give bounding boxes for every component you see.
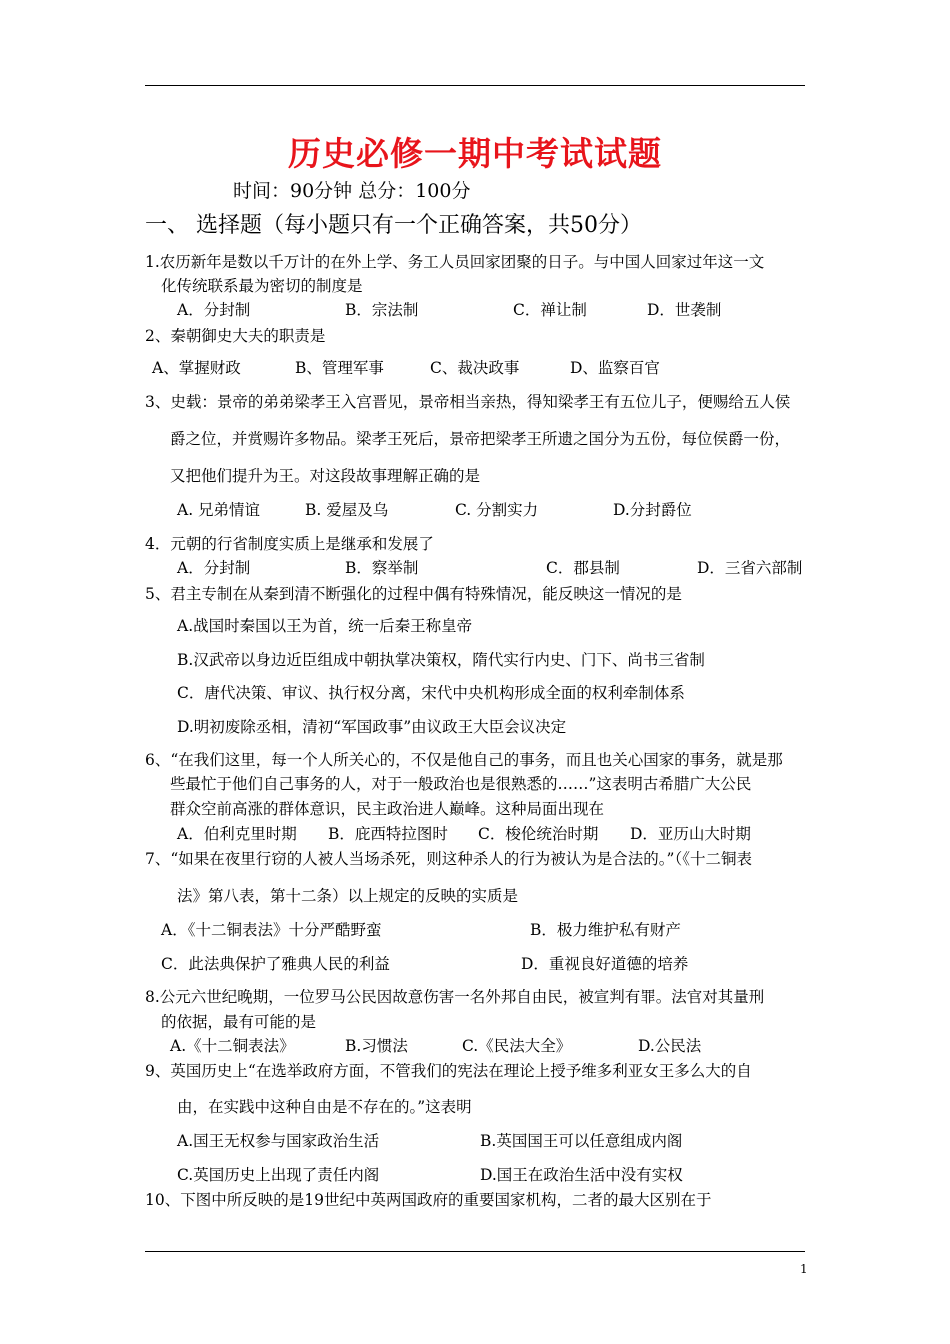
header-rule: [145, 85, 805, 86]
question-3-text: 3、史载：景帝的弟弟梁孝王入宫晋见，景帝相当亲热，得知梁孝王有五位儿子，便赐给五人侯: [145, 393, 791, 411]
question-2-text: 2、秦朝御史大夫的职责是: [145, 327, 326, 345]
question-3-option-d: D.分封爵位: [613, 501, 692, 519]
question-3-text-cont: 爵之位，并赏赐许多物品。梁孝王死后，景帝把梁孝王所遗之国分为五份，每位侯爵一份，: [170, 430, 791, 448]
question-6-text: 6、“在我们这里，每一个人所关心的，不仅是他自己的事务，而且也关心国家的事务，就是那: [145, 751, 783, 769]
question-6-option-b: B．庇西特拉图时: [328, 825, 448, 843]
question-7-option-a: A．《十二铜表法》十分严酷野蛮: [161, 921, 382, 939]
question-5-option-c: C．唐代决策、审议、执行权分离，宋代中央机构形成全面的权利牵制体系: [177, 684, 685, 702]
question-4-option-c: C．郡县制: [546, 559, 620, 577]
question-1-option-b: B．宗法制: [345, 301, 419, 319]
question-8-option-d: D.公民法: [638, 1037, 702, 1055]
question-7-option-b: B．极力维护私有财产: [530, 921, 681, 939]
question-1-text: 1.农历新年是数以千万计的在外上学、务工人员回家团聚的日子。与中国人回家过年这一文: [145, 253, 765, 271]
question-6-option-d: D．亚历山大时期: [630, 825, 751, 843]
question-9-text-cont: 由，在实践中这种自由是不存在的。”这表明: [177, 1098, 472, 1116]
question-1-text-cont: 化传统联系最为密切的制度是: [161, 277, 363, 295]
question-2-option-d: D、监察百官: [570, 359, 660, 377]
question-1-option-a: A．分封制: [177, 301, 251, 319]
question-6-option-c: C．梭伦统治时期: [478, 825, 599, 843]
page-title: 历史必修一期中考试试题: [288, 134, 662, 173]
exam-meta: 时间：90分钟 总分：100分: [233, 180, 471, 202]
question-6-text-cont: 些最忙于他们自己事务的人，对于一般政治也是很熟悉的……”这表明古希腊广大公民: [170, 775, 752, 793]
question-9-option-d: D.国王在政治生活中没有实权: [480, 1166, 683, 1184]
question-7-option-d: D．重视良好道德的培养: [521, 955, 689, 973]
question-8-option-b: B.习惯法: [345, 1037, 408, 1055]
question-1-option-d: D．世袭制: [647, 301, 722, 319]
question-10-text: 10、下图中所反映的是19世纪中英两国政府的重要国家机构，二者的最大区别在于: [145, 1191, 712, 1209]
question-6-text-cont-2: 群众空前高涨的群体意识，民主政治进人巅峰。这种局面出现在: [170, 800, 605, 818]
footer-rule: [145, 1251, 805, 1252]
question-6-option-a: A．伯利克里时期: [177, 825, 297, 843]
question-5-option-a: A.战国时秦国以王为首，统一后秦王称皇帝: [177, 617, 473, 635]
question-7-text-cont: 法》第八表，第十二条）以上规定的反映的实质是: [177, 887, 519, 905]
question-5-option-b: B.汉武帝以身边近臣组成中朝执掌决策权，隋代实行内史、门下、尚书三省制: [177, 651, 705, 669]
question-1-option-c: C．禅让制: [513, 301, 587, 319]
question-3-option-c: C. 分割实力: [455, 501, 539, 519]
question-2-option-a: A、掌握财政: [152, 359, 241, 377]
question-7-option-c: C．此法典保护了雅典人民的利益: [161, 955, 390, 973]
question-7-text: 7、“如果在夜里行窃的人被人当场杀死，则这种杀人的行为被认为是合法的。”（《十二铜表: [145, 850, 752, 868]
question-8-text: 8.公元六世纪晚期，一位罗马公民因故意伤害一名外邦自由民，被宣判有罪。法官对其量刑: [145, 988, 765, 1006]
question-4-text: 4．元朝的行省制度实质上是继承和发展了: [145, 535, 434, 553]
question-5-text: 5、君主专制在从秦到清不断强化的过程中偶有特殊情况，能反映这一情况的是: [145, 585, 682, 603]
question-2-option-b: B、管理军事: [295, 359, 384, 377]
question-8-option-a: A.《十二铜表法》: [170, 1037, 295, 1055]
question-3-option-b: B. 爱屋及乌: [305, 501, 389, 519]
question-4-option-a: A．分封制: [177, 559, 251, 577]
question-2-option-c: C、裁决政事: [430, 359, 520, 377]
question-3-option-a: A. 兄弟情谊: [177, 501, 261, 519]
question-9-option-b: B.英国国王可以任意组成内阁: [480, 1132, 683, 1150]
question-8-text-cont: 的依据，最有可能的是: [161, 1013, 317, 1031]
question-4-option-d: D．三省六部制: [697, 559, 803, 577]
question-5-option-d: D.明初废除丞相，清初“军国政事”由议政王大臣会议决定: [177, 718, 567, 736]
question-9-text: 9、英国历史上“在选举政府方面，不管我们的宪法在理论上授予维多利亚女王多么大的自: [145, 1062, 752, 1080]
question-9-option-a: A.国王无权参与国家政治生活: [177, 1132, 380, 1150]
question-9-option-c: C.英国历史上出现了责任内阁: [177, 1166, 380, 1184]
question-8-option-c: C.《民法大全》: [462, 1037, 572, 1055]
section-heading: 一、 选择题（每小题只有一个正确答案，共50分）: [145, 213, 642, 238]
page-number: 1: [800, 1262, 808, 1276]
question-3-text-cont-2: 又把他们提升为王。对这段故事理解正确的是: [170, 467, 481, 485]
question-4-option-b: B．察举制: [345, 559, 419, 577]
